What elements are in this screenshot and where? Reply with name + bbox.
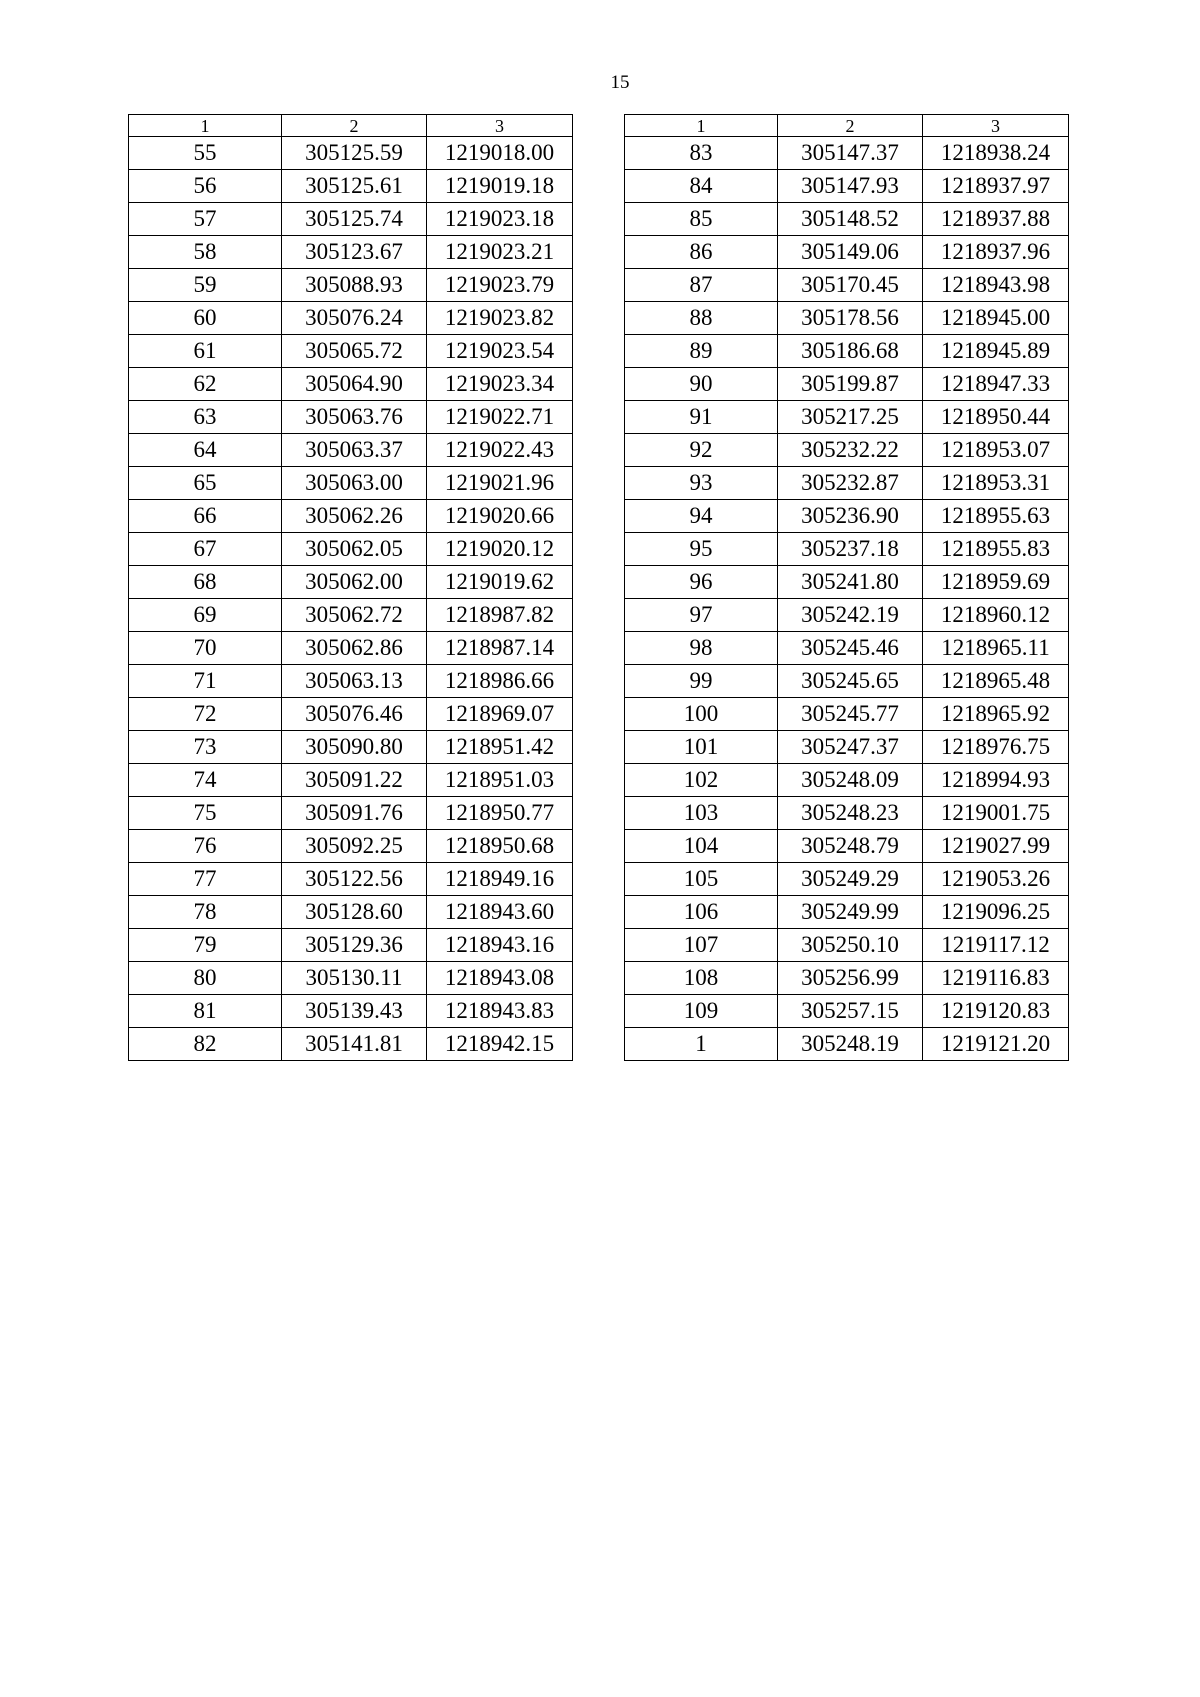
table-row xyxy=(625,335,1069,368)
table-row xyxy=(129,1028,573,1061)
y-coordinate-cell: 1219021.96 xyxy=(427,467,573,500)
table-row xyxy=(625,203,1069,236)
point-number-cell: 90 xyxy=(625,368,778,401)
table-row xyxy=(129,698,573,731)
y-coordinate-cell: 1218951.03 xyxy=(427,764,573,797)
table-row xyxy=(625,500,1069,533)
x-coordinate-cell: 305256.99 xyxy=(778,962,923,995)
table-row xyxy=(129,368,573,401)
point-number-cell: 83 xyxy=(625,137,778,170)
x-coordinate-cell: 305062.86 xyxy=(282,632,427,665)
y-coordinate-cell: 1218945.89 xyxy=(923,335,1069,368)
x-coordinate-cell: 305062.72 xyxy=(282,599,427,632)
x-coordinate-cell: 305237.18 xyxy=(778,533,923,566)
y-coordinate-cell: 1219018.00 xyxy=(427,137,573,170)
table-row xyxy=(625,599,1069,632)
y-coordinate-cell: 1218949.16 xyxy=(427,863,573,896)
y-coordinate-cell: 1219027.99 xyxy=(923,830,1069,863)
x-coordinate-cell: 305232.22 xyxy=(778,434,923,467)
x-coordinate-cell: 305248.23 xyxy=(778,797,923,830)
table-row xyxy=(129,137,573,170)
table-row xyxy=(129,236,573,269)
table-row xyxy=(129,533,573,566)
table-row xyxy=(129,170,573,203)
x-coordinate-cell: 305149.06 xyxy=(778,236,923,269)
x-coordinate-cell: 305063.00 xyxy=(282,467,427,500)
table-row xyxy=(625,797,1069,830)
x-coordinate-cell: 305147.93 xyxy=(778,170,923,203)
y-coordinate-cell: 1219023.18 xyxy=(427,203,573,236)
table-row xyxy=(129,302,573,335)
x-coordinate-cell: 305170.45 xyxy=(778,269,923,302)
x-coordinate-cell: 305232.87 xyxy=(778,467,923,500)
y-coordinate-cell: 1218943.08 xyxy=(427,962,573,995)
x-coordinate-cell: 305199.87 xyxy=(778,368,923,401)
header-row xyxy=(129,115,573,137)
y-coordinate-cell: 1218965.48 xyxy=(923,665,1069,698)
point-number-cell: 77 xyxy=(129,863,282,896)
y-coordinate-cell: 1218960.12 xyxy=(923,599,1069,632)
y-coordinate-cell: 1219022.71 xyxy=(427,401,573,434)
table-body xyxy=(625,137,1069,1061)
coordinates-table-left xyxy=(128,114,573,1061)
table-row xyxy=(129,632,573,665)
point-number-cell: 68 xyxy=(129,566,282,599)
y-coordinate-cell: 1218938.24 xyxy=(923,137,1069,170)
x-coordinate-cell: 305064.90 xyxy=(282,368,427,401)
point-number-cell: 64 xyxy=(129,434,282,467)
y-coordinate-cell: 1219001.75 xyxy=(923,797,1069,830)
table-row xyxy=(129,434,573,467)
x-coordinate-cell: 305236.90 xyxy=(778,500,923,533)
point-number-cell: 97 xyxy=(625,599,778,632)
table-row xyxy=(625,731,1069,764)
x-coordinate-cell: 305147.37 xyxy=(778,137,923,170)
table-row xyxy=(625,170,1069,203)
x-coordinate-cell: 305125.59 xyxy=(282,137,427,170)
point-number-cell: 62 xyxy=(129,368,282,401)
x-coordinate-cell: 305248.79 xyxy=(778,830,923,863)
y-coordinate-cell: 1219023.82 xyxy=(427,302,573,335)
y-coordinate-cell: 1219096.25 xyxy=(923,896,1069,929)
point-number-cell: 82 xyxy=(129,1028,282,1061)
header-row xyxy=(625,115,1069,137)
table-row xyxy=(625,302,1069,335)
table-row xyxy=(129,929,573,962)
point-number-cell: 85 xyxy=(625,203,778,236)
x-coordinate-cell: 305245.65 xyxy=(778,665,923,698)
x-coordinate-cell: 305139.43 xyxy=(282,995,427,1028)
point-number-cell: 106 xyxy=(625,896,778,929)
x-coordinate-cell: 305091.76 xyxy=(282,797,427,830)
table-row xyxy=(625,896,1069,929)
column-header-3: 3 xyxy=(427,115,573,137)
table-row xyxy=(129,335,573,368)
table-body xyxy=(129,137,573,1061)
y-coordinate-cell: 1219120.83 xyxy=(923,995,1069,1028)
x-coordinate-cell: 305062.05 xyxy=(282,533,427,566)
table-row xyxy=(129,500,573,533)
point-number-cell: 75 xyxy=(129,797,282,830)
table-row xyxy=(129,665,573,698)
table-row xyxy=(625,698,1069,731)
y-coordinate-cell: 1219023.34 xyxy=(427,368,573,401)
y-coordinate-cell: 1218943.98 xyxy=(923,269,1069,302)
column-header-2: 2 xyxy=(778,115,923,137)
y-coordinate-cell: 1218945.00 xyxy=(923,302,1069,335)
y-coordinate-cell: 1218950.68 xyxy=(427,830,573,863)
table-row xyxy=(625,401,1069,434)
x-coordinate-cell: 305062.26 xyxy=(282,500,427,533)
table-row xyxy=(129,467,573,500)
table-row xyxy=(129,203,573,236)
table-row xyxy=(129,269,573,302)
x-coordinate-cell: 305090.80 xyxy=(282,731,427,764)
y-coordinate-cell: 1219116.83 xyxy=(923,962,1069,995)
table-row xyxy=(625,665,1069,698)
x-coordinate-cell: 305249.29 xyxy=(778,863,923,896)
point-number-cell: 80 xyxy=(129,962,282,995)
y-coordinate-cell: 1218955.63 xyxy=(923,500,1069,533)
y-coordinate-cell: 1218937.96 xyxy=(923,236,1069,269)
x-coordinate-cell: 305249.99 xyxy=(778,896,923,929)
table-row xyxy=(625,137,1069,170)
y-coordinate-cell: 1218942.15 xyxy=(427,1028,573,1061)
point-number-cell: 67 xyxy=(129,533,282,566)
table-row xyxy=(129,830,573,863)
x-coordinate-cell: 305129.36 xyxy=(282,929,427,962)
table-row xyxy=(625,863,1069,896)
y-coordinate-cell: 1219019.18 xyxy=(427,170,573,203)
table-row xyxy=(625,236,1069,269)
x-coordinate-cell: 305063.13 xyxy=(282,665,427,698)
y-coordinate-cell: 1218955.83 xyxy=(923,533,1069,566)
table-row xyxy=(625,830,1069,863)
point-number-cell: 98 xyxy=(625,632,778,665)
x-coordinate-cell: 305248.09 xyxy=(778,764,923,797)
y-coordinate-cell: 1218943.16 xyxy=(427,929,573,962)
table-row xyxy=(625,929,1069,962)
table-row xyxy=(625,533,1069,566)
point-number-cell: 58 xyxy=(129,236,282,269)
y-coordinate-cell: 1218959.69 xyxy=(923,566,1069,599)
point-number-cell: 81 xyxy=(129,995,282,1028)
point-number-cell: 60 xyxy=(129,302,282,335)
point-number-cell: 76 xyxy=(129,830,282,863)
x-coordinate-cell: 305130.11 xyxy=(282,962,427,995)
y-coordinate-cell: 1218950.77 xyxy=(427,797,573,830)
table-row xyxy=(625,632,1069,665)
table-row xyxy=(129,896,573,929)
y-coordinate-cell: 1218987.14 xyxy=(427,632,573,665)
x-coordinate-cell: 305076.24 xyxy=(282,302,427,335)
point-number-cell: 87 xyxy=(625,269,778,302)
y-coordinate-cell: 1218953.07 xyxy=(923,434,1069,467)
y-coordinate-cell: 1218951.42 xyxy=(427,731,573,764)
point-number-cell: 93 xyxy=(625,467,778,500)
point-number-cell: 89 xyxy=(625,335,778,368)
point-number-cell: 86 xyxy=(625,236,778,269)
x-coordinate-cell: 305128.60 xyxy=(282,896,427,929)
point-number-cell: 96 xyxy=(625,566,778,599)
y-coordinate-cell: 1218965.92 xyxy=(923,698,1069,731)
point-number-cell: 109 xyxy=(625,995,778,1028)
table-row xyxy=(625,764,1069,797)
y-coordinate-cell: 1219020.12 xyxy=(427,533,573,566)
x-coordinate-cell: 305250.10 xyxy=(778,929,923,962)
point-number-cell: 74 xyxy=(129,764,282,797)
point-number-cell: 84 xyxy=(625,170,778,203)
point-number-cell: 69 xyxy=(129,599,282,632)
x-coordinate-cell: 305122.56 xyxy=(282,863,427,896)
page-number: 15 xyxy=(610,72,630,93)
y-coordinate-cell: 1218950.44 xyxy=(923,401,1069,434)
table-row xyxy=(129,599,573,632)
point-number-cell: 104 xyxy=(625,830,778,863)
column-header-3: 3 xyxy=(923,115,1069,137)
point-number-cell: 66 xyxy=(129,500,282,533)
point-number-cell: 72 xyxy=(129,698,282,731)
point-number-cell: 1 xyxy=(625,1028,778,1061)
x-coordinate-cell: 305257.15 xyxy=(778,995,923,1028)
table-row xyxy=(129,731,573,764)
y-coordinate-cell: 1218953.31 xyxy=(923,467,1069,500)
table-row xyxy=(625,566,1069,599)
table-row xyxy=(625,995,1069,1028)
table-row xyxy=(129,962,573,995)
x-coordinate-cell: 305247.37 xyxy=(778,731,923,764)
table-row xyxy=(129,566,573,599)
x-coordinate-cell: 305178.56 xyxy=(778,302,923,335)
table-row xyxy=(129,863,573,896)
x-coordinate-cell: 305245.46 xyxy=(778,632,923,665)
point-number-cell: 100 xyxy=(625,698,778,731)
point-number-cell: 71 xyxy=(129,665,282,698)
y-coordinate-cell: 1219023.54 xyxy=(427,335,573,368)
point-number-cell: 101 xyxy=(625,731,778,764)
x-coordinate-cell: 305242.19 xyxy=(778,599,923,632)
x-coordinate-cell: 305092.25 xyxy=(282,830,427,863)
x-coordinate-cell: 305091.22 xyxy=(282,764,427,797)
point-number-cell: 61 xyxy=(129,335,282,368)
x-coordinate-cell: 305125.61 xyxy=(282,170,427,203)
y-coordinate-cell: 1218937.88 xyxy=(923,203,1069,236)
point-number-cell: 79 xyxy=(129,929,282,962)
point-number-cell: 65 xyxy=(129,467,282,500)
point-number-cell: 63 xyxy=(129,401,282,434)
point-number-cell: 94 xyxy=(625,500,778,533)
point-number-cell: 88 xyxy=(625,302,778,335)
y-coordinate-cell: 1218937.97 xyxy=(923,170,1069,203)
x-coordinate-cell: 305148.52 xyxy=(778,203,923,236)
y-coordinate-cell: 1218987.82 xyxy=(427,599,573,632)
point-number-cell: 59 xyxy=(129,269,282,302)
table-row xyxy=(625,1028,1069,1061)
x-coordinate-cell: 305065.72 xyxy=(282,335,427,368)
point-number-cell: 55 xyxy=(129,137,282,170)
y-coordinate-cell: 1219023.79 xyxy=(427,269,573,302)
table-row xyxy=(625,368,1069,401)
point-number-cell: 78 xyxy=(129,896,282,929)
point-number-cell: 95 xyxy=(625,533,778,566)
column-header-1: 1 xyxy=(625,115,778,137)
point-number-cell: 57 xyxy=(129,203,282,236)
x-coordinate-cell: 305125.74 xyxy=(282,203,427,236)
coordinates-table-right xyxy=(624,114,1069,1061)
table-row xyxy=(129,797,573,830)
point-number-cell: 103 xyxy=(625,797,778,830)
table-row xyxy=(625,962,1069,995)
point-number-cell: 73 xyxy=(129,731,282,764)
y-coordinate-cell: 1219020.66 xyxy=(427,500,573,533)
table-row xyxy=(625,467,1069,500)
table-row xyxy=(129,401,573,434)
point-number-cell: 92 xyxy=(625,434,778,467)
y-coordinate-cell: 1219117.12 xyxy=(923,929,1069,962)
x-coordinate-cell: 305063.37 xyxy=(282,434,427,467)
y-coordinate-cell: 1218947.33 xyxy=(923,368,1069,401)
y-coordinate-cell: 1219019.62 xyxy=(427,566,573,599)
y-coordinate-cell: 1218994.93 xyxy=(923,764,1069,797)
y-coordinate-cell: 1218965.11 xyxy=(923,632,1069,665)
point-number-cell: 91 xyxy=(625,401,778,434)
y-coordinate-cell: 1219121.20 xyxy=(923,1028,1069,1061)
point-number-cell: 99 xyxy=(625,665,778,698)
point-number-cell: 102 xyxy=(625,764,778,797)
y-coordinate-cell: 1219022.43 xyxy=(427,434,573,467)
table-row xyxy=(625,269,1069,302)
table-row xyxy=(129,764,573,797)
point-number-cell: 105 xyxy=(625,863,778,896)
table-row xyxy=(129,995,573,1028)
x-coordinate-cell: 305076.46 xyxy=(282,698,427,731)
point-number-cell: 70 xyxy=(129,632,282,665)
column-header-1: 1 xyxy=(129,115,282,137)
y-coordinate-cell: 1218969.07 xyxy=(427,698,573,731)
point-number-cell: 56 xyxy=(129,170,282,203)
y-coordinate-cell: 1218986.66 xyxy=(427,665,573,698)
point-number-cell: 108 xyxy=(625,962,778,995)
x-coordinate-cell: 305088.93 xyxy=(282,269,427,302)
y-coordinate-cell: 1218976.75 xyxy=(923,731,1069,764)
y-coordinate-cell: 1219053.26 xyxy=(923,863,1069,896)
point-number-cell: 107 xyxy=(625,929,778,962)
x-coordinate-cell: 305123.67 xyxy=(282,236,427,269)
x-coordinate-cell: 305186.68 xyxy=(778,335,923,368)
x-coordinate-cell: 305245.77 xyxy=(778,698,923,731)
column-header-2: 2 xyxy=(282,115,427,137)
y-coordinate-cell: 1218943.60 xyxy=(427,896,573,929)
x-coordinate-cell: 305063.76 xyxy=(282,401,427,434)
table-row xyxy=(625,434,1069,467)
y-coordinate-cell: 1219023.21 xyxy=(427,236,573,269)
x-coordinate-cell: 305241.80 xyxy=(778,566,923,599)
y-coordinate-cell: 1218943.83 xyxy=(427,995,573,1028)
x-coordinate-cell: 305248.19 xyxy=(778,1028,923,1061)
x-coordinate-cell: 305141.81 xyxy=(282,1028,427,1061)
x-coordinate-cell: 305062.00 xyxy=(282,566,427,599)
x-coordinate-cell: 305217.25 xyxy=(778,401,923,434)
